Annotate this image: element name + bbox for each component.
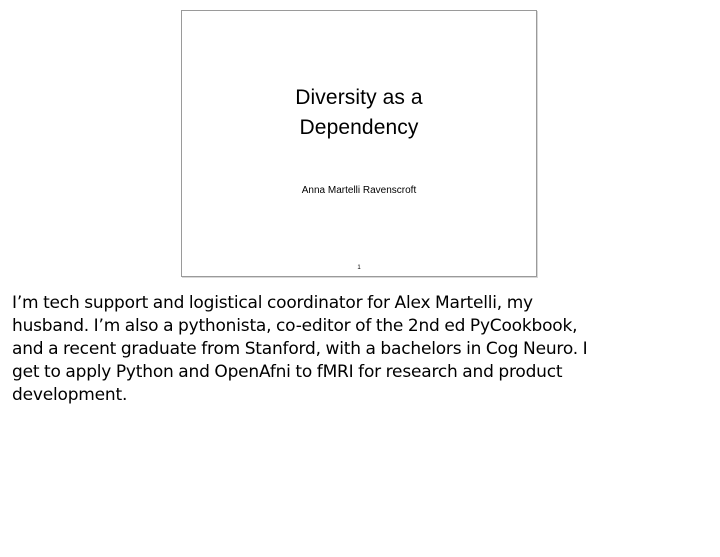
- slide-title-line-2: Dependency: [299, 116, 419, 139]
- slide-author: Anna Martelli Ravenscroft: [301, 185, 417, 196]
- notes-line-1: I’m tech support and logistical coordinator for Alex Martelli, my: [12, 293, 533, 313]
- slide-thumbnail: [181, 10, 537, 277]
- slide-title-line-1: Diversity as a: [295, 86, 423, 109]
- notes-line-3: and a recent graduate from Stanford, with a bachelors in Cog Neuro. I: [12, 339, 588, 359]
- notes-line-4: get to apply Python and OpenAfni to fMRI for research and product: [12, 362, 563, 382]
- slide-title: [182, 83, 536, 143]
- notes-line-5: development.: [12, 385, 128, 405]
- notes-line-2: husband. I’m also a pythonista, co-editor of the 2nd ed PyCookbook,: [12, 316, 578, 336]
- speaker-notes: [12, 292, 712, 407]
- slide-number: 1: [357, 265, 361, 271]
